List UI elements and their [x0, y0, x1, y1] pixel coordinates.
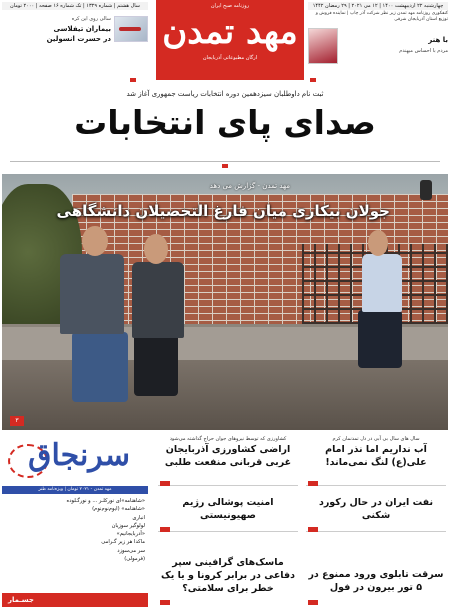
issue-date: چهارشنبه ۲۲ اردیبهشت ۱۴۰۰ | ۱۲ می ۲۰۲۱ | ۲۹ رمضان ۱۴۴۲: [308, 2, 448, 10]
story-item[interactable]: [158, 434, 298, 486]
right-teaser[interactable]: [308, 28, 448, 64]
supplement-item[interactable]: لولوگیر سوزیان: [111, 522, 145, 529]
story-title: اراضی کشاورزی آذربایجان غربی قربانی منفعت طلبی: [164, 444, 292, 468]
supplement-footer: جسـمار: [2, 593, 148, 607]
masthead: [0, 0, 450, 88]
issue-info: سال هشتم | شماره ۱۳۲۹ | تک شماره ۱۶ صفحه | ۲۰۰۰ تومان: [2, 2, 148, 10]
masthead-left-panel: [2, 2, 148, 82]
supplement-item[interactable]: انباری: [132, 514, 145, 521]
right-teaser-title-1: با هنر: [428, 36, 448, 44]
story-item[interactable]: [158, 532, 298, 604]
stories-column-left: [158, 434, 298, 607]
promo-title-1: بیماران تیفلاسی: [53, 25, 111, 33]
story-kicker: کشاورزی که توسط نیروهای جوان حراج گذاشته می‌شود: [169, 436, 287, 442]
supplement-item[interactable]: «شاهنامه» (ایوم‌نوم‌نوم): [92, 506, 145, 513]
bottom-section: [0, 434, 450, 607]
headline-divider: [10, 161, 440, 162]
right-teaser-text: [341, 35, 448, 57]
newspaper-logo[interactable]: [156, 0, 304, 80]
story-item[interactable]: [158, 486, 298, 532]
photo-street-lamp: [420, 180, 432, 200]
main-kicker: ثبت نام داوطلبان سیزدهمین دوره انتخابات ریاست جمهوری آغاز شد: [126, 90, 324, 98]
insulin-pen-icon: [119, 27, 141, 31]
insulin-pen-image: [114, 16, 148, 42]
hero-photo[interactable]: [2, 174, 448, 430]
page-tab-marker: [308, 600, 318, 605]
person-1-legs: [72, 332, 128, 402]
person-2-body: [132, 262, 184, 338]
logo-tagline: روزنامه صبح ایران: [210, 3, 250, 9]
supplement-item[interactable]: «شاهنامه»ای نورکلـر ... و نورگـلوده: [66, 498, 145, 504]
story-item[interactable]: [306, 532, 446, 604]
logo-sub: ارگان مطبوعاتی آذربایجان: [202, 55, 258, 61]
supplement-item[interactable]: «آذربایجانیم»: [116, 531, 145, 538]
story-kicker: سال های سال بی آبی در دل تمدنمان کرم: [332, 436, 420, 442]
magazine-cover-image: [308, 28, 338, 64]
person-2-head: [144, 234, 168, 264]
promo-small: سالی روی این کره: [71, 16, 111, 22]
supplement-strap: مهد تمدن - ۲۰۲۱ تومان | ویژه‌نامه طنز: [2, 486, 148, 494]
promo-title-2: در حسرت انسولین: [46, 35, 111, 43]
photo-ground: [2, 360, 448, 430]
story-title: آب نداریم اما نذر امام علی(ع) لنگ نمی‌ماند!: [325, 444, 427, 468]
hero-kicker: مهد تمدن - گزارش می دهد: [209, 182, 290, 190]
right-teaser-title-2: مردم با احساس میهندم: [399, 48, 448, 54]
supplement-item[interactable]: سر می‌سوزد: [117, 547, 145, 554]
story-item[interactable]: [306, 434, 446, 486]
page-tab-marker: [310, 78, 316, 82]
hero-title[interactable]: جولان بیکاری میان فارغ التحصیلان دانشگاهی: [56, 202, 390, 220]
story-title: نفت ایران در حال رکورد شکنی: [318, 497, 434, 521]
stories-column-right: [306, 434, 446, 607]
person-3-legs: [358, 310, 402, 368]
promo-text: [2, 14, 111, 44]
story-title: امنیت پوشالی رژیم صهیونیستی: [182, 497, 274, 521]
supplement-contents: [2, 497, 148, 563]
person-3-head: [368, 230, 388, 256]
person-1-body: [60, 254, 124, 334]
logo-name: مهد تمدن: [162, 12, 298, 52]
publisher-info: کنفکوری روزنامه مهد تمدن زیر نظر شرکت آذر چاپ | نماینده فروش و توزیع استان آذربایجان شرقی: [315, 11, 448, 22]
person-1-head: [82, 226, 108, 256]
hero-page-badge: ۳: [10, 416, 24, 426]
masthead-right-panel: [308, 2, 448, 82]
promo-teaser[interactable]: [2, 14, 148, 44]
person-3-body: [362, 254, 402, 312]
person-2-legs: [134, 334, 178, 396]
supplement-item[interactable]: ماکدا هر زیر گـرامی: [101, 539, 145, 546]
story-title: سرقت تابلوی ورود ممنوع در ۵ تور بیرون در فول: [308, 569, 444, 593]
supplement-item[interactable]: (فرمولی): [124, 556, 145, 563]
supplement-logo: سرنجاق: [28, 438, 130, 473]
page-tab-marker: [222, 164, 228, 168]
satire-supplement[interactable]: [2, 434, 148, 607]
supplement-header: [2, 434, 148, 486]
page-tab-marker: [160, 600, 170, 605]
main-headline[interactable]: صدای پای انتخابات: [74, 103, 376, 142]
story-title: ماسک‌های گرافینی سپر دفاعی در برابر کرونا و یا یک خطر برای سلامتی؟: [161, 557, 295, 594]
story-item[interactable]: [306, 486, 446, 532]
page-tab-marker: [130, 78, 136, 82]
